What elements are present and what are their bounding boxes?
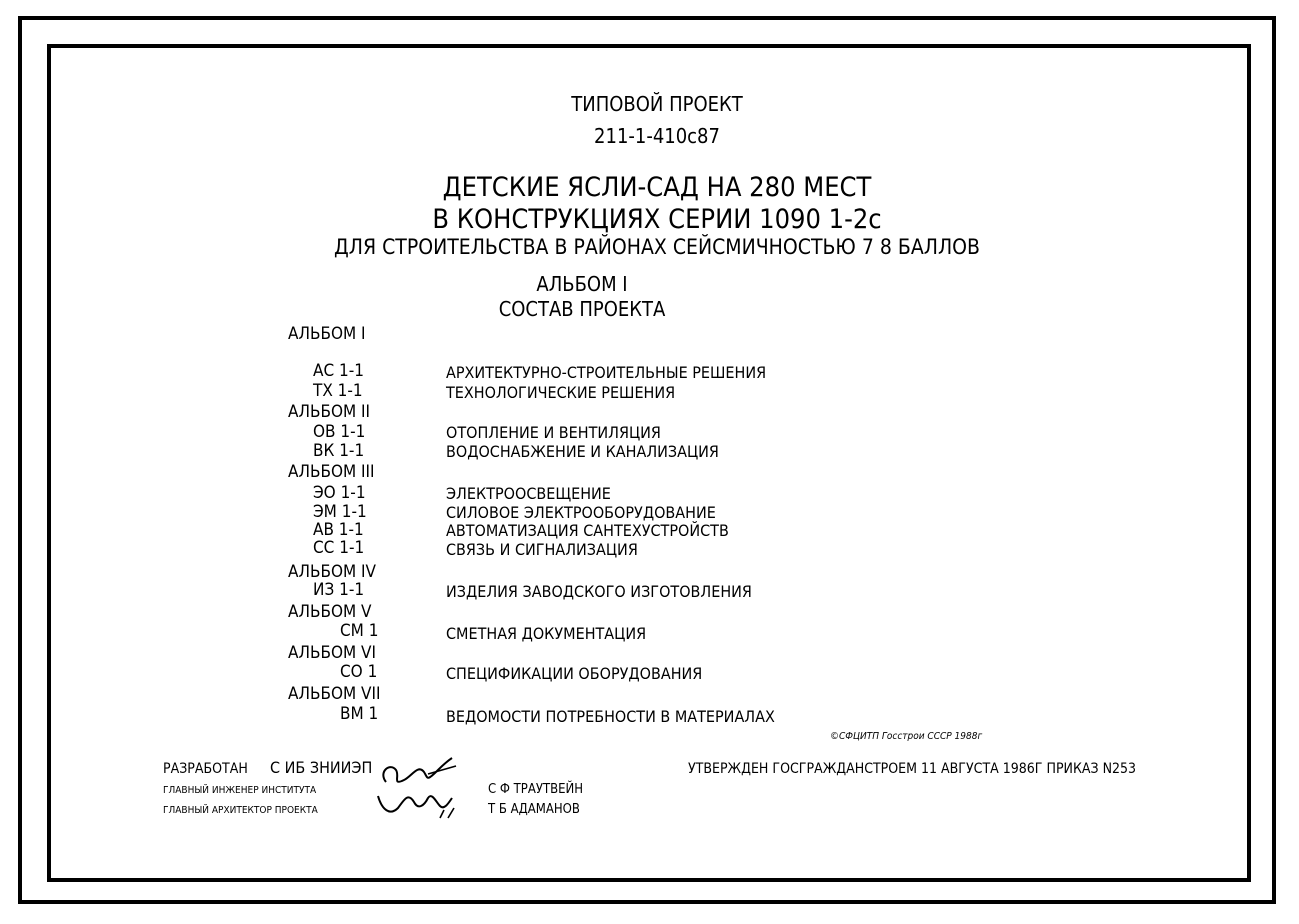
- section-title: АВТОМАТИЗАЦИЯ САНТЕХУСТРОЙСТВ: [446, 521, 729, 540]
- section-code: ИЗ 1-1: [313, 580, 365, 600]
- section-code: АС 1-1: [313, 361, 364, 381]
- section-code: СС 1-1: [313, 538, 365, 558]
- section-title: АРХИТЕКТУРНО-СТРОИТЕЛЬНЫЕ РЕШЕНИЯ: [446, 363, 767, 382]
- approval-note: УТВЕРЖДЕН ГОСГРАЖДАНСТРОЕМ 11 АВГУСТА 1986Г ПРИКАЗ N253: [688, 761, 1137, 777]
- signatures-icon: [368, 752, 468, 822]
- title-line-1: ДЕТСКИЕ ЯСЛИ-САД НА 280 МЕСТ: [442, 172, 872, 203]
- section-code: ТХ 1-1: [313, 381, 363, 401]
- section-code: АВ 1-1: [313, 520, 364, 540]
- section-code: СО 1: [340, 662, 378, 682]
- section-code: СМ 1: [340, 621, 379, 641]
- album-label: АЛЬБОМ I: [288, 324, 366, 344]
- type-project-label: ТИПОВОЙ ПРОЕКТ: [571, 92, 743, 116]
- section-title: СПЕЦИФИКАЦИИ ОБОРУДОВАНИЯ: [446, 664, 703, 683]
- section-code: ВМ 1: [340, 704, 379, 724]
- section-code: ВК 1-1: [313, 441, 365, 461]
- inner-frame: [47, 44, 1251, 882]
- album-heading: АЛЬБОМ I: [536, 272, 628, 296]
- album-label: АЛЬБОМ II: [288, 402, 371, 422]
- chief-architect-label: ГЛАВНЫЙ АРХИТЕКТОР ПРОЕКТА: [163, 805, 318, 816]
- chief-architect-name: Т Б АДАМАНОВ: [488, 802, 580, 817]
- album-label: АЛЬБОМ V: [288, 602, 372, 622]
- composition-heading: СОСТАВ ПРОЕКТА: [498, 297, 666, 321]
- section-title: ВЕДОМОСТИ ПОТРЕБНОСТИ В МАТЕРИАЛАХ: [446, 707, 775, 726]
- section-title: СВЯЗЬ И СИГНАЛИЗАЦИЯ: [446, 540, 638, 559]
- section-title: СМЕТНАЯ ДОКУМЕНТАЦИЯ: [446, 624, 647, 643]
- album-label: АЛЬБОМ IV: [288, 562, 377, 582]
- album-label: АЛЬБОМ VII: [288, 684, 381, 704]
- section-title: СИЛОВОЕ ЭЛЕКТРООБОРУДОВАНИЕ: [446, 503, 716, 522]
- section-title: ЭЛЕКТРООСВЕЩЕНИЕ: [446, 484, 611, 503]
- developer-organization: С ИБ ЗНИИЭП: [270, 758, 373, 777]
- chief-engineer-label: ГЛАВНЫЙ ИНЖЕНЕР ИНСТИТУТА: [163, 785, 317, 796]
- section-code: ЭМ 1-1: [313, 502, 367, 522]
- copyright-mark: ©СФЦИТП Госстрои СССР 1988г: [830, 731, 983, 742]
- title-line-2: В КОНСТРУКЦИЯХ СЕРИИ 1090 1-2с: [432, 204, 882, 235]
- section-title: ВОДОСНАБЖЕНИЕ И КАНАЛИЗАЦИЯ: [446, 442, 719, 461]
- chief-engineer-name: С Ф ТРАУТВЕЙН: [488, 782, 584, 797]
- section-title: ОТОПЛЕНИЕ И ВЕНТИЛЯЦИЯ: [446, 423, 661, 442]
- album-label: АЛЬБОМ III: [288, 462, 375, 482]
- section-code: ОВ 1-1: [313, 422, 366, 442]
- section-title: ИЗДЕЛИЯ ЗАВОДСКОГО ИЗГОТОВЛЕНИЯ: [446, 582, 752, 601]
- album-label: АЛЬБОМ VI: [288, 643, 377, 663]
- title-line-3: ДЛЯ СТРОИТЕЛЬСТВА В РАЙОНАХ СЕЙСМИЧНОСТЬЮ 7 8 БАЛЛОВ: [334, 235, 980, 259]
- project-number: 211-1-410с87: [594, 124, 720, 148]
- section-title: ТЕХНОЛОГИЧЕСКИЕ РЕШЕНИЯ: [446, 383, 676, 402]
- developed-by-label: РАЗРАБОТАН: [163, 761, 248, 777]
- section-code: ЭО 1-1: [313, 483, 366, 503]
